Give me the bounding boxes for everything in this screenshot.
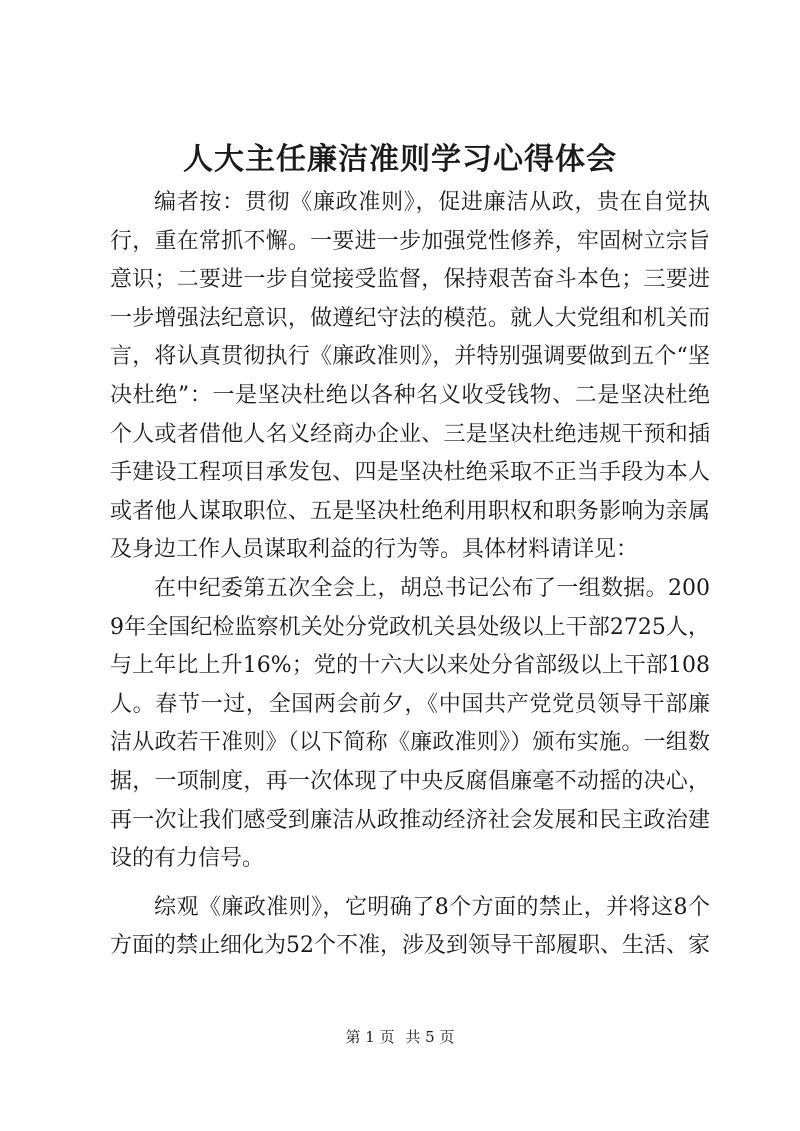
document-title: 人大主任廉洁准则学习心得体会	[183, 142, 617, 177]
page-footer	[0, 1026, 800, 1048]
paragraph-editor-note: 编者按：贯彻《廉政准则》，促进廉洁从政，贵在自觉执行，重在常抓不懈。一要进一步加强党性修养，牢固树立宗旨意识；二要进一步自觉接受监督，保持艰苦奋斗本色；三要进一步增强法纪意识，做遵纪守法的模范。就人大党组和机关而言，将认真贯彻执行《廉政准则》，并特别强调要做到五个“坚决杜绝”：一是坚决杜绝以各种名义收受钱物、二是坚决杜绝个人或者借他人名义经商办企业、三是坚决杜绝违规干预和插手建设工程项目承发包、四是坚决杜绝采取不正当手段为本人或者他人谋取职位、五是坚决杜绝利用职权和职务影响为亲属及身边工作人员谋取利益的行为等。具体材料请详见：	[110, 190, 710, 563]
document-body	[110, 184, 710, 966]
paragraph-data-overview: 在中纪委第五次全会上，胡总书记公布了一组数据。2009年全国纪检监察机关处分党政机关县处级以上干部2725人，与上年比上升16%；党的十六大以来处分省部级以上干部108人。春节一过，全国两会前夕，《中国共产党党员领导干部廉洁从政若干准则》（以下简称《廉政准则》）颁布实施。一组数据，一项制度，再一次体现了中央反腐倡廉毫不动摇的决心，再一次让我们感受到廉洁从政推动经济社会发展和民主政治建设的有力信号。	[110, 575, 710, 872]
paragraph-summary: 综观《廉政准则》，它明确了8个方面的禁止，并将这8个方面的禁止细化为52个不准，涉及到领导干部履职、生活、家	[110, 894, 710, 959]
page-number: 第 1 页	[345, 1028, 395, 1046]
page-total: 共 5 页	[405, 1028, 455, 1046]
